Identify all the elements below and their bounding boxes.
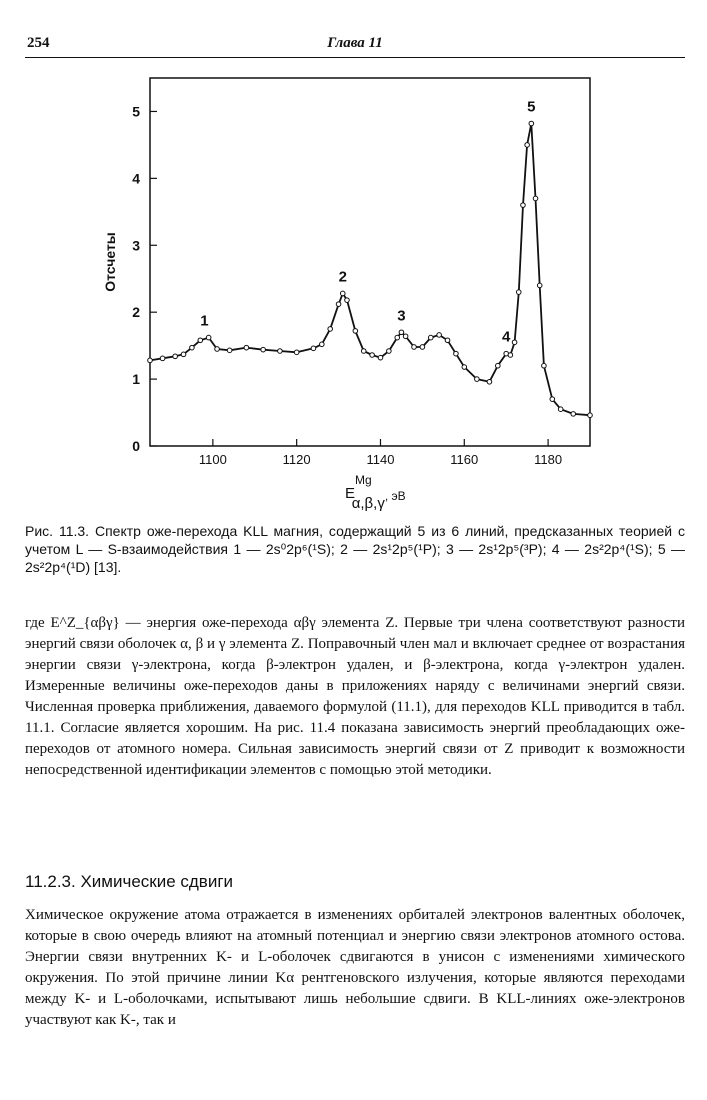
data-point — [353, 329, 358, 334]
figure-caption: Рис. 11.3. Спектр оже-перехода KLL магния, содержащий 5 из 6 линий, предсказанных теорией с учетом L — S-взаимодействия 1 — 2s⁰2p⁶(¹S); 2 — 2s¹2p⁵(¹P); 3 — 2s¹2p⁵(³P); 4 — 2s²2p⁴(¹S); 5 — 2s²2p⁴(¹D) [13]. — [25, 523, 685, 575]
data-point — [340, 291, 345, 296]
data-point — [512, 340, 517, 345]
data-point — [588, 413, 593, 418]
data-point — [571, 412, 576, 417]
y-tick-label: 5 — [132, 103, 140, 120]
chart-curves — [150, 124, 590, 416]
peak-label: 5 — [527, 98, 536, 116]
data-point — [261, 347, 266, 352]
data-point — [462, 365, 467, 370]
data-point — [454, 351, 459, 356]
data-point — [399, 330, 404, 335]
data-point — [395, 335, 400, 340]
y-tick-label: 0 — [132, 438, 140, 454]
data-point — [345, 298, 350, 303]
page-number: 254 — [27, 35, 50, 51]
data-point — [278, 349, 283, 354]
body-paragraph-1: где E^Z_{αβγ} — энергия оже-перехода αβγ элемента Z. Первые три члена соответствуют разности энергий связи оболочек α, β и γ элемента Z. Поправочный член мал и включает среднее от возрастания энергии связи γ-электрона, когда β-электрон удален, и β-электрона, когда γ-электрон удален. Измеренные величины оже-переходов даны в приложениях наряду с величинами энергий связи. Численная проверка приближения, даваемого формулой (11.1), для переходов KLL приводится в табл. 11.1. Согласие является хорошим. На рис. 11.4 показана зависимость энергий преобладающих оже-переходов от атомного номера. Сильная зависимость энергий связи от Z приводит к возможности непосредственной идентификации элементов с помощью этой методики. — [25, 615, 685, 778]
data-point — [533, 196, 538, 201]
chart-labels — [102, 98, 562, 512]
data-point — [190, 345, 195, 350]
section-heading: 11.2.3. Химические сдвиги — [25, 872, 234, 891]
page-header — [25, 33, 685, 58]
x-axis-label: $E^{Mg}$ $\alpha,\beta,\gamma^{, эВ}$ — [345, 473, 406, 512]
data-point — [516, 290, 521, 295]
data-point — [311, 346, 316, 351]
chart-axes — [150, 78, 590, 446]
data-point — [428, 335, 433, 340]
data-point — [487, 379, 492, 384]
plot-frame — [150, 78, 590, 446]
series-line — [150, 124, 590, 416]
x-tick-label: 1160 — [450, 452, 479, 467]
data-point — [370, 353, 375, 358]
data-point — [420, 345, 425, 350]
data-point — [558, 407, 563, 412]
data-point — [525, 143, 530, 148]
data-point — [475, 377, 480, 382]
peak-label: 3 — [397, 307, 406, 325]
data-point — [320, 342, 325, 347]
data-point — [550, 397, 555, 402]
data-point — [336, 302, 341, 307]
peak-label: 2 — [338, 268, 347, 286]
data-point — [227, 348, 232, 353]
x-tick-label: 1120 — [282, 452, 311, 467]
chapter-title: Глава 11 — [327, 35, 383, 51]
data-point — [542, 363, 547, 368]
x-tick-label: 1100 — [198, 452, 227, 467]
data-point — [361, 349, 366, 354]
data-point — [148, 358, 153, 363]
data-point — [215, 347, 220, 352]
y-axis-label: Отсчеты — [102, 232, 118, 292]
x-tick-label: 1180 — [534, 452, 563, 467]
y-tick-label: 4 — [132, 170, 140, 187]
peak-label: 4 — [502, 328, 511, 346]
y-tick-label: 1 — [132, 371, 140, 388]
data-point — [173, 354, 178, 359]
data-point — [403, 334, 408, 339]
data-point — [437, 333, 442, 338]
data-point — [328, 327, 333, 332]
data-point — [521, 203, 526, 208]
y-tick-label: 3 — [132, 237, 140, 254]
body-paragraph-2: Химическое окружение атома отражается в изменениях орбиталей электронов валентных оболочек, которые в свою очередь влияют на атомный потенциал и энергию связи электронов атомного остова. Энергии связи внутренних K- и L-оболочек сдвигаются в унисон с изменениями химического окружения. По этой причине линии Kα рентгеновского излучения, которые являются переходами между K- и L-оболочками, испытывают лишь небольшие сдвиги. В KLL-линиях оже-электронов участвуют как K-, так и — [25, 907, 685, 1028]
data-point — [387, 349, 392, 354]
data-point — [529, 121, 534, 126]
data-point — [537, 283, 542, 288]
data-point — [445, 338, 450, 343]
x-tick-label: 1140 — [366, 452, 395, 467]
data-point — [160, 356, 165, 361]
data-point — [181, 352, 186, 357]
data-point — [412, 345, 417, 350]
peak-label: 1 — [200, 312, 209, 330]
auger-spectrum-chart — [95, 68, 605, 513]
data-point — [508, 353, 513, 358]
data-point — [496, 363, 501, 368]
data-point — [294, 350, 299, 355]
y-tick-label: 2 — [132, 304, 140, 321]
data-point — [206, 335, 211, 340]
data-point — [378, 355, 383, 360]
data-point — [244, 345, 249, 350]
data-point — [198, 338, 203, 343]
